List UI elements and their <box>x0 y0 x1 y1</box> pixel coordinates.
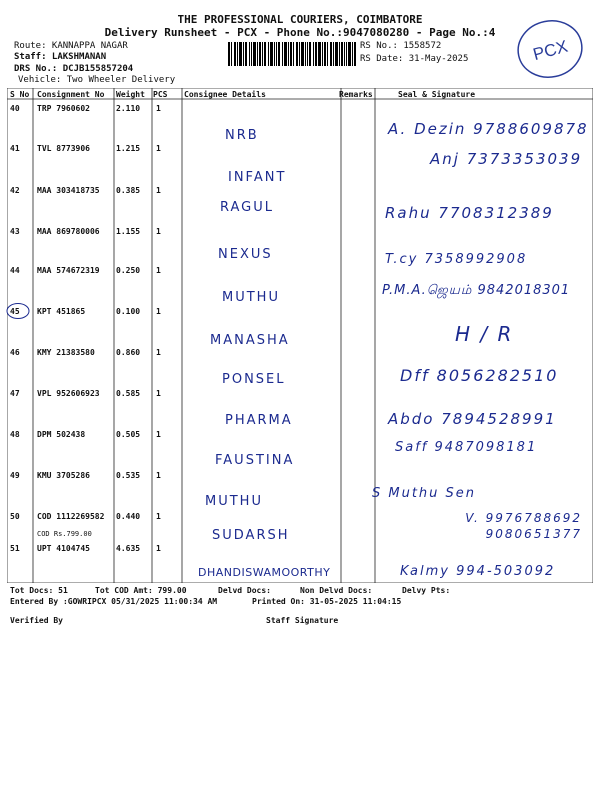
rs-date: RS Date: 31-May-2025 <box>360 54 469 64</box>
row-sno: 51 <box>10 544 20 553</box>
row-consignment: MAA 574672319 <box>37 266 100 275</box>
row-pcs: 1 <box>156 389 161 398</box>
col-consignee: Consignee Details <box>184 90 266 99</box>
total-cod-amount: Tot COD Amt: 799.00 <box>95 586 187 595</box>
row-weight: 0.440 <box>116 512 141 521</box>
route-label: Route: KANNAPPA NAGAR <box>14 41 128 51</box>
handwritten-consignee: INFANT <box>228 170 287 185</box>
row-sno: 45 <box>10 307 20 316</box>
handwritten-consignee: MANASHA <box>210 333 290 348</box>
pcx-stamp <box>515 18 585 80</box>
row-pcs: 1 <box>156 471 161 480</box>
row-consignment: VPL 952606923 <box>37 389 100 398</box>
row-sno: 44 <box>10 266 20 275</box>
entered-by: Entered By :GOWRIPCX 05/31/2025 11:00:34 AM <box>10 597 218 606</box>
row-sno: 40 <box>10 104 20 113</box>
col-seal-signature: Seal & Signature <box>398 90 476 99</box>
vehicle-label: Vehicle: Two Wheeler Delivery <box>18 75 176 85</box>
handwritten-consignee: PONSEL <box>222 372 286 387</box>
handwritten-consignee: MUTHU <box>222 290 280 305</box>
handwritten-signature: Anj 7373353039 <box>430 150 583 168</box>
row-pcs: 1 <box>156 186 161 195</box>
runsheet-title: Delivery Runsheet - PCX - Phone No.:9047080280 - Page No.:4 <box>104 26 496 39</box>
row-sno: 49 <box>10 471 20 480</box>
row-sno: 50 <box>10 512 20 521</box>
row-sno: 43 <box>10 227 20 236</box>
handwritten-consignee: NRB <box>225 128 259 143</box>
row-sno: 41 <box>10 144 20 153</box>
handwritten-consignee: NEXUS <box>218 247 273 262</box>
row-consignment: KPT 451865 <box>37 307 86 316</box>
stamp-text: PCX <box>531 36 570 65</box>
row-weight: 2.110 <box>116 104 141 113</box>
cod-amount: COD Rs.799.00 <box>37 530 92 538</box>
handwritten-consignee: PHARMA <box>225 413 293 428</box>
row-consignment: MAA 303418735 <box>37 186 100 195</box>
barcode <box>228 42 356 66</box>
row-weight: 1.215 <box>116 144 141 153</box>
handwritten-consignee: FAUSTINA <box>215 453 295 468</box>
handwritten-signature: S Muthu Sen <box>372 486 477 501</box>
row-pcs: 1 <box>156 512 161 521</box>
col-consignment: Consignment No <box>37 90 105 99</box>
row-sno: 47 <box>10 389 20 398</box>
row-consignment: MAA 869780006 <box>37 227 100 236</box>
handwritten-consignee: MUTHU <box>205 494 263 509</box>
row-consignment: DPM 502438 <box>37 430 86 439</box>
row-pcs: 1 <box>156 104 161 113</box>
handwritten-signature: P.M.A.ஜெயம் 9842018301 <box>382 283 571 298</box>
drs-label: DRS No.: DCJB155857204 <box>14 64 134 74</box>
row-weight: 0.250 <box>116 266 141 275</box>
delivery-points: Delvy Pts: <box>402 586 451 595</box>
row-weight: 0.535 <box>116 471 141 480</box>
handwritten-signature: H / R <box>455 322 514 346</box>
handwritten-signature: T.cy 7358992908 <box>385 252 528 267</box>
handwritten-signature: V. 9976788692 9080651377 <box>465 511 582 541</box>
printed-on: Printed On: 31-05-2025 11:04:15 <box>252 597 402 606</box>
row-weight: 0.860 <box>116 348 141 357</box>
col-remarks: Remarks <box>339 90 373 99</box>
handwritten-signature: Kalmy 994-503092 <box>400 564 556 579</box>
row-weight: 1.155 <box>116 227 141 236</box>
row-consignment: KMY 21383580 <box>37 348 95 357</box>
non-delivered-docs: Non Delvd Docs: <box>300 586 373 595</box>
row-sno: 46 <box>10 348 20 357</box>
handwritten-consignee: DHANDISWAMOORTHY <box>198 566 331 579</box>
row-pcs: 1 <box>156 227 161 236</box>
verified-by: Verified By <box>10 616 63 625</box>
row-consignment: KMU 3705286 <box>37 471 90 480</box>
col-pcs: PCS <box>153 90 168 99</box>
row-weight: 0.100 <box>116 307 141 316</box>
row-weight: 0.385 <box>116 186 141 195</box>
handwritten-consignee: RAGUL <box>220 200 275 215</box>
row-consignment: COD 1112269582 <box>37 512 105 521</box>
col-sno: S No <box>10 90 30 99</box>
row-pcs: 1 <box>156 266 161 275</box>
rs-number: RS No.: 1558572 <box>360 41 442 51</box>
row-weight: 4.635 <box>116 544 141 553</box>
delivered-docs: Delvd Docs: <box>218 586 271 595</box>
row-sno: 42 <box>10 186 20 195</box>
row-pcs: 1 <box>156 307 161 316</box>
staff-label: Staff: LAKSHMANAN <box>14 52 107 62</box>
row-pcs: 1 <box>156 348 161 357</box>
row-pcs: 1 <box>156 144 161 153</box>
staff-signature: Staff Signature <box>266 616 339 625</box>
row-consignment: UPT 4104745 <box>37 544 90 553</box>
handwritten-signature: Rahu 7708312389 <box>385 204 554 222</box>
handwritten-consignee: SUDARSH <box>212 528 290 543</box>
row-consignment: TRP 7960602 <box>37 104 90 113</box>
row-pcs: 1 <box>156 544 161 553</box>
company-name: THE PROFESSIONAL COURIERS, COIMBATORE <box>177 13 423 26</box>
row-weight: 0.505 <box>116 430 141 439</box>
total-docs: Tot Docs: 51 <box>10 586 68 595</box>
handwritten-signature: Abdo 7894528991 <box>388 410 557 428</box>
handwritten-signature: Saff 9487098181 <box>395 440 538 455</box>
row-consignment: TVL 8773906 <box>37 144 90 153</box>
handwritten-signature: A. Dezin 9788609878 <box>388 120 589 138</box>
row-sno: 48 <box>10 430 20 439</box>
col-weight: Weight <box>116 90 145 99</box>
row-pcs: 1 <box>156 430 161 439</box>
handwritten-signature: Dff 8056282510 <box>400 366 559 385</box>
row-weight: 0.585 <box>116 389 141 398</box>
